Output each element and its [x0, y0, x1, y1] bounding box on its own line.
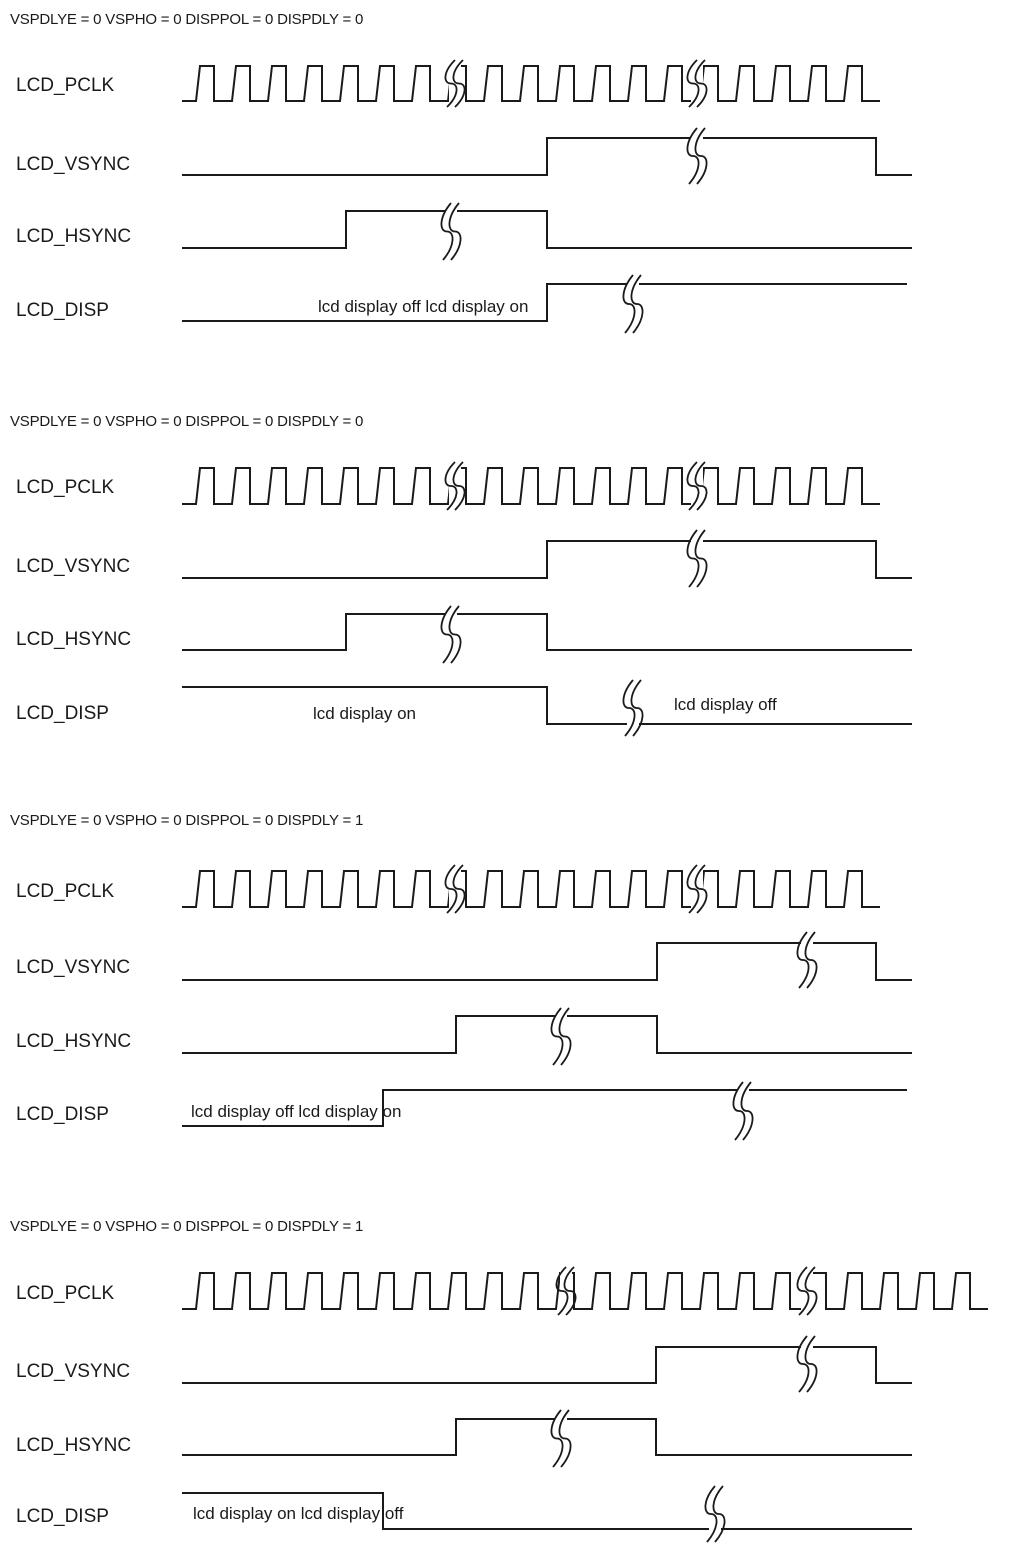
diagram-header: VSPDLYE = 0 VSPHO = 0 DISPPOL = 0 DISPDLY = 1: [10, 812, 364, 829]
disp-state-note: lcd display on: [313, 704, 417, 723]
disp-waveform: [182, 284, 907, 321]
disp-state-note: lcd display on lcd display off: [193, 1504, 404, 1523]
break-marker: [797, 1267, 816, 1315]
timing-diagram-3: [10, 812, 912, 1140]
signal-label-disp: LCD_DISP: [16, 703, 109, 724]
signal-label-hsync: LCD_HSYNC: [16, 629, 132, 650]
timing-diagram-2: [10, 413, 912, 736]
signal-label-disp: LCD_DISP: [16, 300, 109, 321]
signal-label-vsync: LCD_VSYNC: [16, 1361, 131, 1382]
diagram-header: VSPDLYE = 0 VSPHO = 0 DISPPOL = 0 DISPDLY = 1: [10, 1218, 364, 1235]
signal-label-disp: LCD_DISP: [16, 1104, 109, 1125]
hsync-waveform: [182, 614, 912, 650]
break-marker: [687, 530, 706, 587]
signal-label-pclk: LCD_PCLK: [16, 477, 115, 498]
break-marker: [797, 932, 816, 988]
pclk-waveform: [182, 66, 880, 101]
break-marker: [705, 1486, 724, 1542]
signal-label-vsync: LCD_VSYNC: [16, 556, 131, 577]
break-marker: [797, 1336, 816, 1392]
disp-state-note: lcd display off lcd display on: [191, 1102, 402, 1121]
break-marker: [556, 1267, 575, 1315]
signal-label-pclk: LCD_PCLK: [16, 75, 115, 96]
signal-label-vsync: LCD_VSYNC: [16, 957, 131, 978]
diagram-header: VSPDLYE = 0 VSPHO = 0 DISPPOL = 0 DISPDLY = 0: [10, 11, 364, 28]
vsync-waveform: [182, 541, 912, 578]
signal-label-pclk: LCD_PCLK: [16, 1283, 115, 1304]
timing-diagram-1: [10, 11, 912, 333]
signal-label-hsync: LCD_HSYNC: [16, 1031, 132, 1052]
break-marker: [687, 128, 706, 184]
pclk-waveform: [182, 1273, 988, 1309]
timing-diagram-4: [10, 1218, 988, 1542]
disp-waveform: [182, 687, 912, 724]
signal-label-disp: LCD_DISP: [16, 1506, 109, 1527]
disp-state-note: lcd display off: [674, 695, 777, 714]
signal-label-hsync: LCD_HSYNC: [16, 1435, 132, 1456]
hsync-waveform: [182, 1419, 912, 1455]
diagram-header: VSPDLYE = 0 VSPHO = 0 DISPPOL = 0 DISPDLY = 0: [10, 413, 364, 430]
vsync-waveform: [182, 138, 912, 175]
pclk-waveform: [182, 871, 880, 907]
signal-label-vsync: LCD_VSYNC: [16, 154, 131, 175]
signal-label-pclk: LCD_PCLK: [16, 881, 115, 902]
signal-label-hsync: LCD_HSYNC: [16, 226, 132, 247]
disp-state-note: lcd display off lcd display on: [318, 297, 529, 316]
break-marker: [623, 680, 642, 736]
hsync-waveform: [182, 211, 912, 248]
pclk-waveform: [182, 468, 880, 504]
hsync-waveform: [182, 1016, 912, 1053]
